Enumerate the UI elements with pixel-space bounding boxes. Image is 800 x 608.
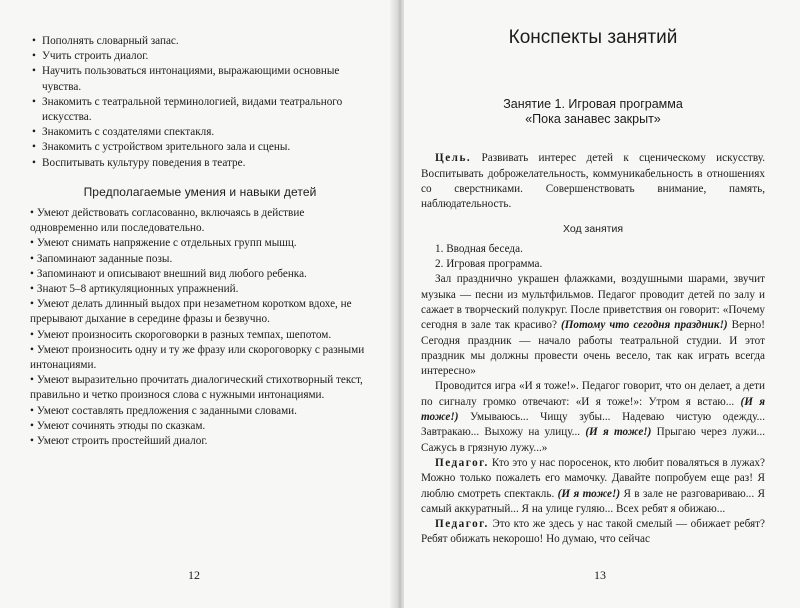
list-item: • Запоминают заданные позы. bbox=[30, 252, 370, 267]
emphasis-text: (Потому что сегодня праздник!) bbox=[560, 319, 728, 332]
course-heading: Ход занятия bbox=[562, 223, 624, 236]
page-number-right: 13 bbox=[594, 568, 606, 582]
page-title: Конспекты занятий bbox=[508, 27, 678, 48]
lesson-heading bbox=[421, 97, 765, 127]
left-column bbox=[30, 34, 370, 449]
left-page bbox=[0, 0, 396, 608]
list-item: • Умеют действовать согласованно, включаясь в действие одновременно или последовательно. bbox=[30, 206, 370, 236]
text-run: Прыгаю через лужи... Сажусь в грязную лужу...» bbox=[421, 426, 766, 454]
speaker-label: Педагог. bbox=[435, 456, 489, 469]
emphasis-text: (И я тоже!) bbox=[557, 487, 621, 500]
goal-label: Цель. bbox=[435, 152, 472, 165]
goal-text: Развивать интерес детей к сценическому искусству. Воспитывать доброжелательность, коммуникабельность в отношениях со сверстниками. Совершенствовать внимание, память, наблюдательность. bbox=[421, 152, 765, 211]
text-run: Зал празднично украшен флажками, воздушными шарами, звучит музыка — песни из мультфильмов. Педагог проводит детей по залу и сажает в творческий полукруг. После приветствия он говорит: «Почему сегодня в зале так красиво? bbox=[421, 273, 765, 332]
list-item: • Учить строить диалог. bbox=[30, 49, 370, 64]
page-number-left: 12 bbox=[188, 568, 200, 582]
list-item: • Умеют составлять предложения с заданными словами. bbox=[30, 404, 370, 419]
list-item: • Умеют произносить скороговорки в разных темпах, шепотом. bbox=[30, 328, 370, 343]
text-run: Я в зале не разговариваю... Я самый аккуратный... Я на улице гуляю... Всех ребят я обижаю... bbox=[421, 487, 765, 515]
list-item: • Пополнять словарный запас. bbox=[30, 34, 370, 49]
lesson-subtitle: «Пока занавес закрыт» bbox=[525, 112, 661, 127]
paragraph-3 bbox=[421, 456, 765, 517]
list-item: • Запоминают и описывают внешний вид любого ребенка. bbox=[30, 267, 370, 282]
step-item: 1. Вводная беседа. bbox=[435, 242, 523, 255]
list-item: • Знакомить с устройством зрительного зала и сцены. bbox=[30, 140, 370, 155]
list-item: • Знают 5–8 артикуляционных упражнений. bbox=[30, 282, 370, 297]
text-run: Умываюсь... Чищу зубы... Надеваю чистую одежду... Завтракаю... Выхожу на улицу... bbox=[421, 411, 766, 439]
list-item: • Научить пользоваться интонациями, выражающими основные чувства. bbox=[30, 64, 370, 94]
text-run: Верно! Сегодня праздник — начало работы театральной студии. И этот праздник мы должны провести очень весело, так как играть всегда интересно» bbox=[421, 319, 765, 378]
list-item: • Умеют произносить одну и ту же фразу или скороговорку с разными интонациями. bbox=[30, 343, 370, 373]
list-item: • Воспитывать культуру поведения в театре. bbox=[30, 156, 370, 171]
text-run: Кто это у нас поросенок, кто любит поваляться в лужах? Можно только пожалеть его мамочку. Давайте попробуем еще раз! Я люблю смотреть спектакль. bbox=[421, 456, 765, 500]
list-item: • Знакомить с создателями спектакля. bbox=[30, 125, 370, 140]
list-item: • Умеют строить простейший диалог. bbox=[30, 434, 370, 449]
text-run: Это кто же здесь у нас такой смелый — обижает ребят? Ребят обижать некорошо! Но думаю, что сейчас bbox=[421, 518, 765, 546]
text-run: Проводится игра «И я тоже!». Педагог говорит, что он делает, а дети по сигналу громко отвечают: «И я тоже!»: Утром я встаю... bbox=[421, 380, 765, 408]
skills-heading: Предполагаемые умения и навыки детей bbox=[83, 184, 317, 199]
emphasis-text: (И я тоже!) bbox=[585, 426, 652, 439]
goals-list bbox=[30, 34, 370, 171]
list-item: • Умеют делать длинный выдох при незаметном коротком вдохе, не прерывают дыхание в середине фразы и безвучно. bbox=[30, 297, 370, 327]
speaker-label: Педагог. bbox=[435, 518, 489, 531]
step-item: 2. Игровая программа. bbox=[435, 258, 543, 271]
lesson-title: Занятие 1. Игровая программа bbox=[503, 97, 683, 112]
skills-list bbox=[30, 206, 370, 449]
list-item: • Умеют снимать напряжение с отдельных групп мышц. bbox=[30, 236, 370, 251]
list-item: • Умеют сочинять этюды по сказкам. bbox=[30, 419, 370, 434]
right-column bbox=[421, 27, 766, 548]
goal-paragraph bbox=[421, 151, 765, 212]
paragraph-1 bbox=[421, 272, 765, 379]
paragraph-4 bbox=[421, 517, 765, 548]
list-item: • Знакомить с театральной терминологией, видами театрального искусства. bbox=[30, 95, 370, 125]
emphasis-text: (И я тоже!) bbox=[421, 395, 765, 424]
list-item: • Умеют выразительно прочитать диалогический стихотворный текст, правильно и четко произнося слова с нужными интонациями. bbox=[30, 373, 370, 403]
paragraph-2 bbox=[421, 379, 765, 455]
